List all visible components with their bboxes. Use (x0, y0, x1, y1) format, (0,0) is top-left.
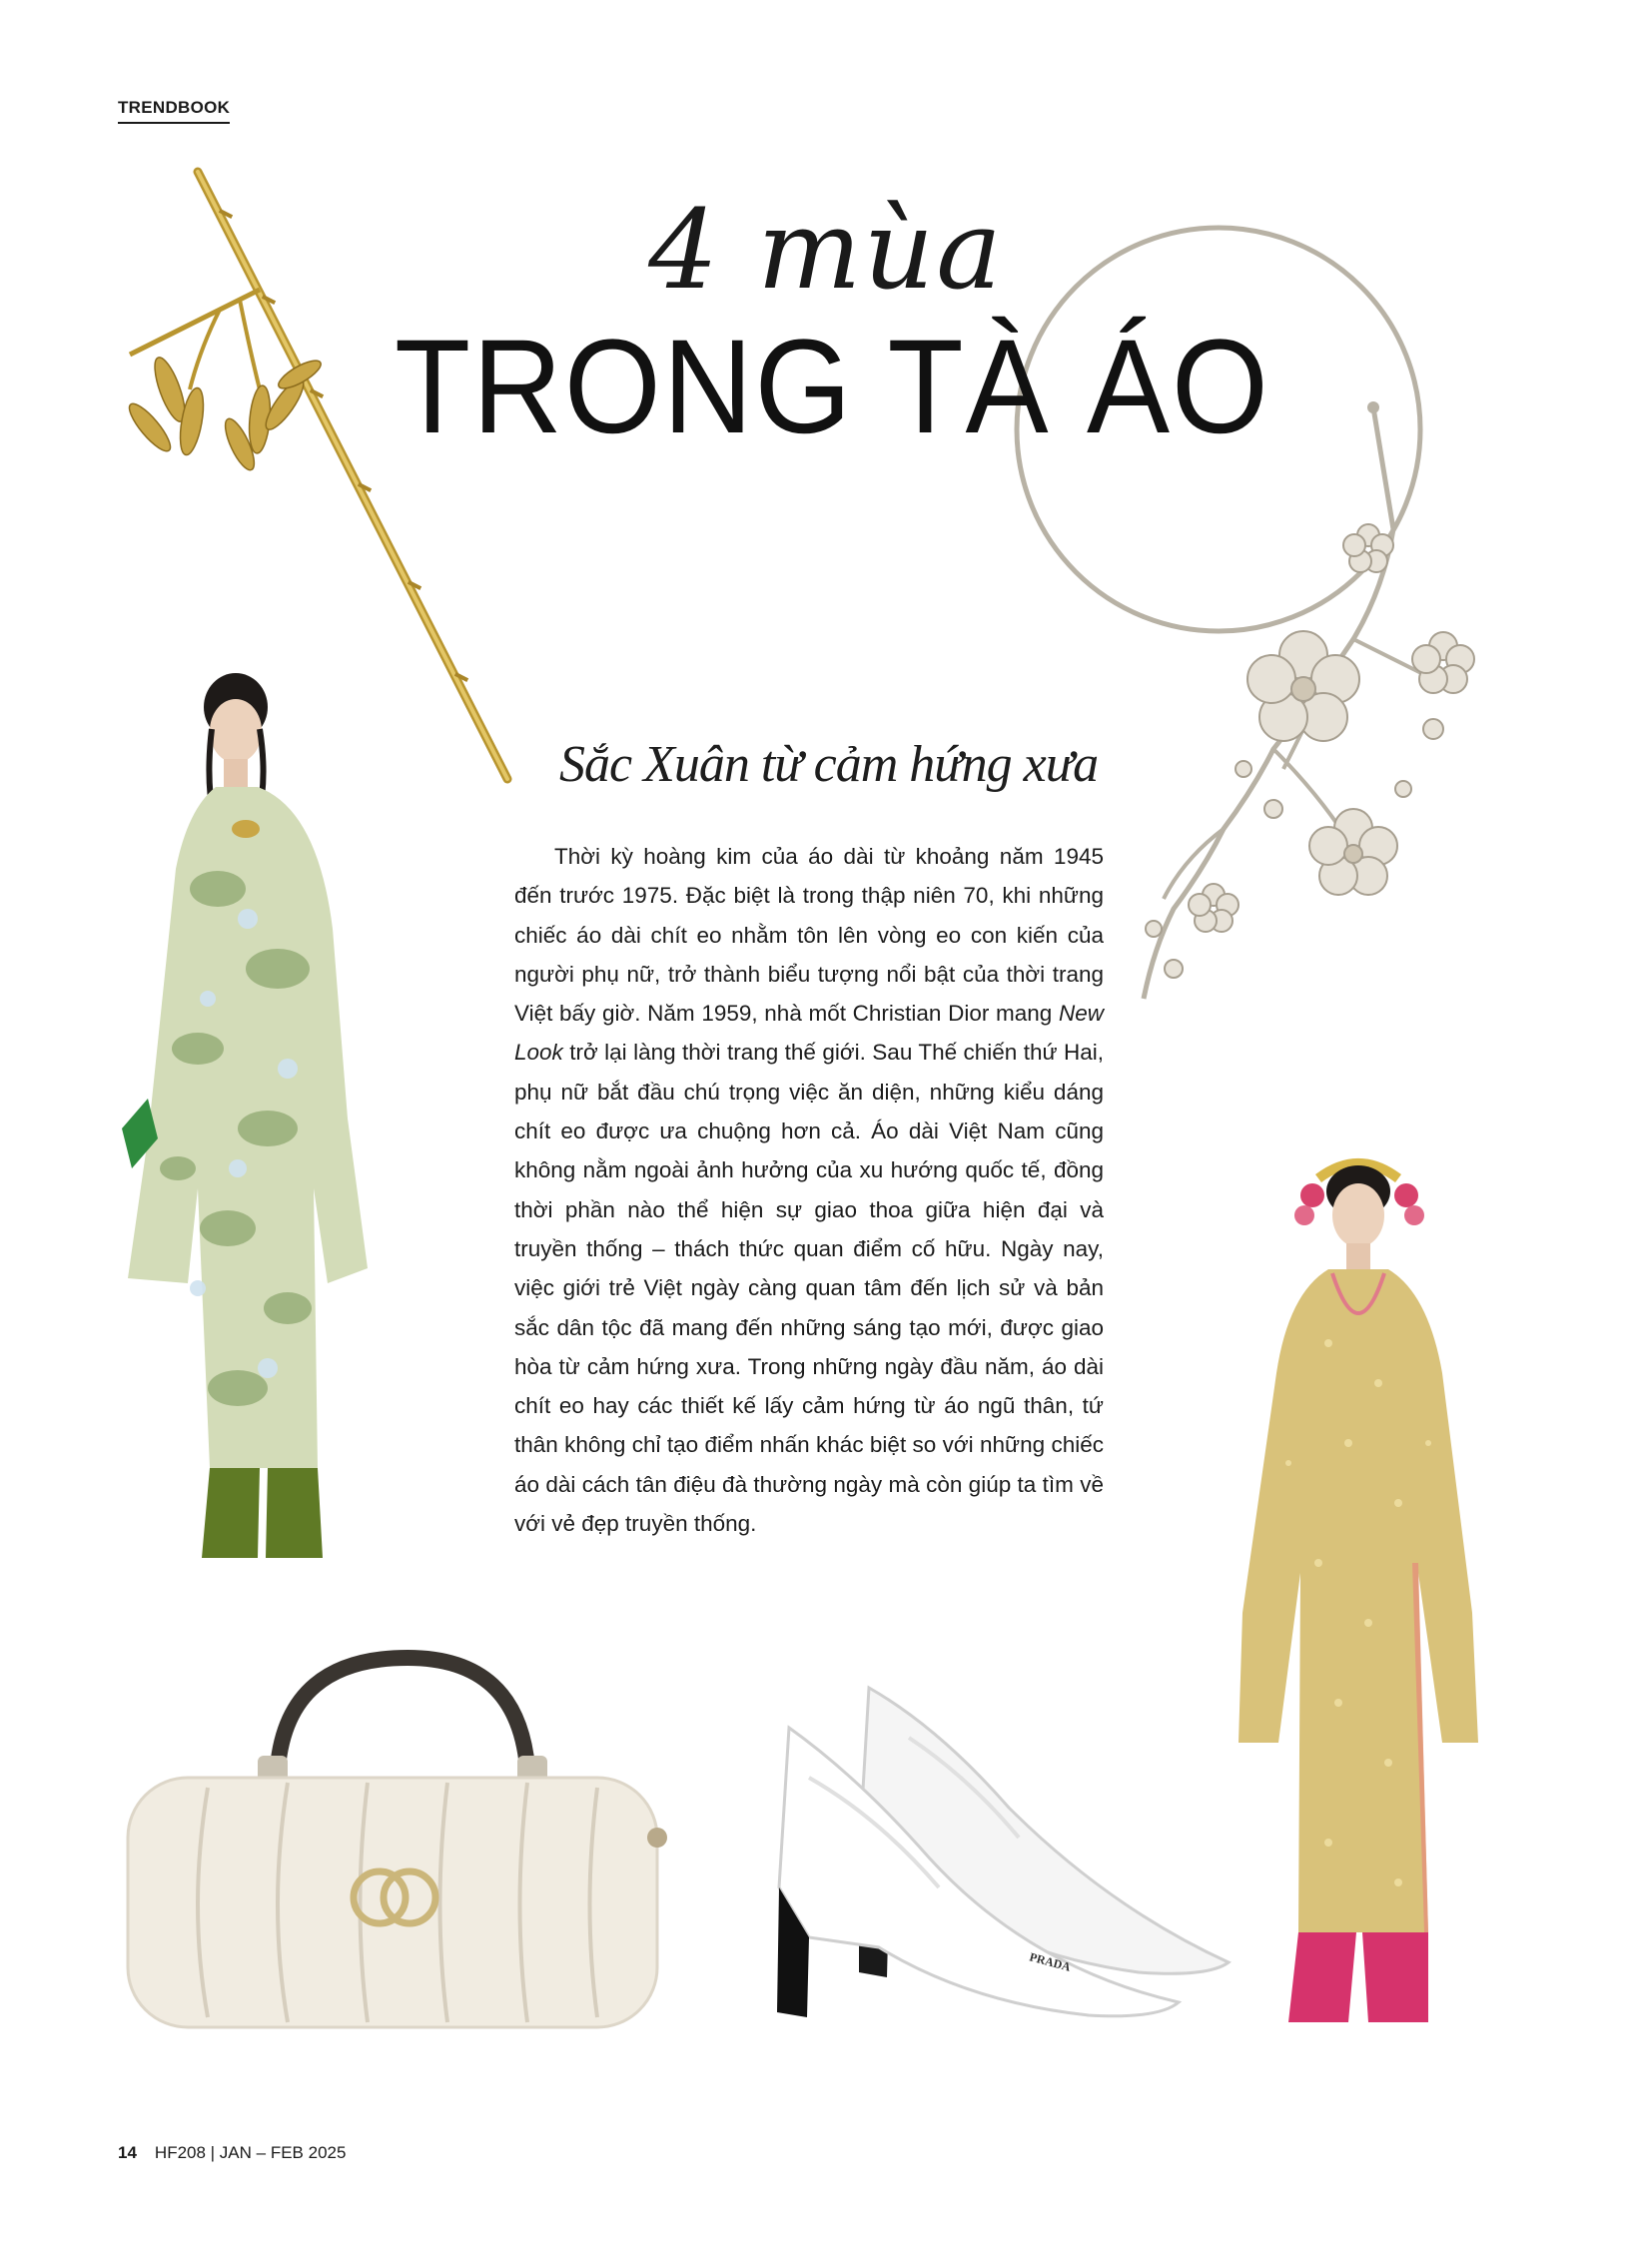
cream-quilted-handbag-photo (118, 1618, 677, 2037)
article-subtitle: Sắc Xuân từ cảm hứng xưa (559, 736, 1099, 793)
article-italic-term: New Look (514, 1001, 1104, 1066)
title-line-2: TRONG TÀ ÁO (395, 313, 1270, 461)
article-paragraph (514, 837, 1104, 1543)
white-prada-pumps-photo (709, 1668, 1268, 2027)
model-floral-ao-dai-photo (118, 669, 378, 1568)
title-line-1: 4 mùa (648, 186, 1004, 314)
section-label: TRENDBOOK (118, 98, 230, 124)
page-number: 14 (118, 2143, 137, 2162)
page-footer (118, 2143, 346, 2163)
prada-shoe-label: PRADA (1028, 1949, 1073, 1974)
article-text-part-1: Thời kỳ hoàng kim của áo dài từ khoảng năm 1945 đến trước 1975. Đặc biệt là trong thập niên 70, khi những chiếc áo dài chít eo nhằm tôn lên vòng eo con kiến của người phụ nữ, trở thành biểu tượng nổi bật của thời trang Việt bấy giờ. Năm 1959, nhà mốt Christian Dior mang (514, 844, 1104, 1027)
issue-info: HF208 | JAN – FEB 2025 (154, 2143, 347, 2162)
article-body (514, 837, 1104, 1543)
article-text-part-2: trở lại làng thời trang thế giới. Sau Thế chiến thứ Hai, phụ nữ bắt đầu chú trọng việc ăn diện, những kiểu dáng chít eo được ưa chuộng hơn cả. Áo dài Việt Nam cũng không nằm ngoài ảnh hưởng của xu hướng quốc tế, đồng thời phần nào thể hiện sự giao thoa giữa hiện đại và truyền thống – thách thức quan điểm cố hữu. Ngày nay, việc giới trẻ Việt ngày càng quan tâm đến lịch sử và bản sắc dân tộc đã mang đến những sáng tạo mới, được giao hòa từ cảm hứng xưa. Trong những ngày đầu năm, áo dài chít eo hay các thiết kế lấy cảm hứng từ áo ngũ thân, tứ thân không chỉ tạo điểm nhấn khác biệt so với những chiếc áo dài cách tân điệu đà thường ngày mà còn giúp ta tìm về với vẻ đẹp truyền thống. (514, 1040, 1104, 1537)
